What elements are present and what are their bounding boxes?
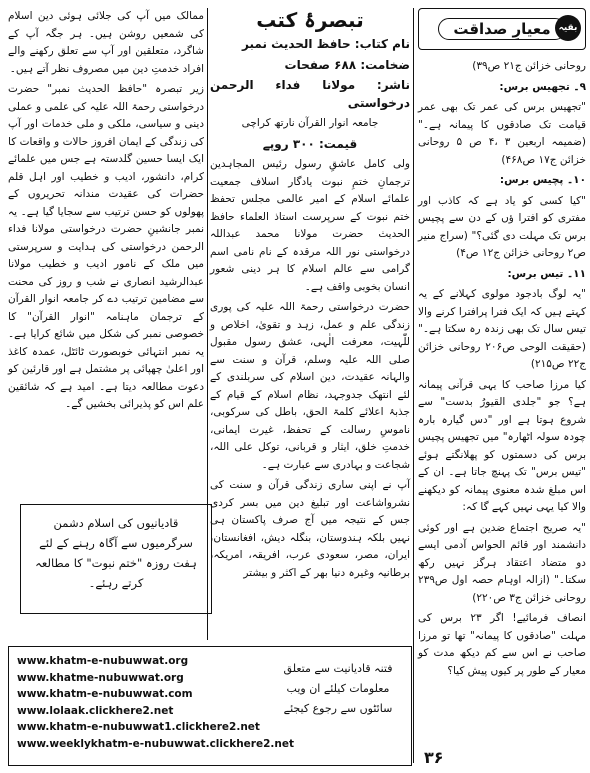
middle-column (210, 8, 410, 640)
paragraph: حضرت درخواستی رحمۃ اللہ علیہ کی پوری زندگی علم و عمل، زہد و تقویٰ، اخلاص و للّٰہیت، معرفت الٰہی، عشق رسول مقبول صلی اللہ علیہ وسلم، قرآن و سنت سے والہانہ عقیدت، دین اسلام کی سربلندی کے لئے انتھک جدوجہد، نظام اسلام کے قیام کے جذبۂ اعلائے کلمۃ الحق، باطل کی سرکوبی، ناموسِ رسالت کے تحفظ، غیرت ایمانی، خدمتِ خلق، ایثار و قربانی، توکل علی اللہ، شجاعت و بہادری سے عبارت ہے۔ (210, 301, 410, 471)
continuation-badge: بقیہ (555, 15, 581, 41)
paragraph: ولی کامل عاشقِ رسول رئیس المجاہدین ترجمانِ ختمِ نبوت یادگار اسلاف جمعیت علمائے اسلام کے امیر عالمی مجلس تحفظ ختم نبوت کے سرپرست استاذ العلماء حافظ الحدیث حضرت مولانا محمد عبداللہ درخواستی نور اللہ مرقدہ کے نام نامی اسم گرامی سے عالم اسلام کا ہر دینی شعور انسان بخوبی واقف ہے۔ (210, 158, 410, 293)
url-list (17, 653, 294, 752)
paragraph: آپ نے اپنی ساری زندگی قرآن و سنت کی نشرواشاعت اور تبلیغ دین میں بسر کردی جس کے نتیجہ میں آج صرف پاکستان ہی نہیں بلکہ ہندوستان، بنگلہ دیش، افغانستان، ایران، مصر، سعودی عرب، افریقہ، امریکہ، برطانیہ وغیرہ دنیا بھر کے اکثر و بیشتر (210, 479, 410, 579)
website-link[interactable]: www.khatm-e-nubuwwat.com (17, 688, 193, 700)
paragraph: روحانی خزائن ج۲۱ ص۳۹) (472, 60, 586, 72)
item-heading: ۱۱۔ تیس برس: (507, 267, 586, 280)
paragraph: "یہ لوگ بادجود مولوی کہلانے کے یہ کہتے ہیں کہ ایک فترا پرافترا کرنے والا تیس سال تک بھی زندہ رہ سکتا ہے۔" (حقیقت الوحی ص۲۰۶ روحانی خزائن ج۲۲ ص۲۱۵) (418, 288, 586, 370)
website-link[interactable]: www.khatm-e-nubuwwat.org (17, 655, 189, 667)
paragraph: زیر تبصرہ "حافظ الحدیث نمبر" حضرت درخواستی رحمۃ اللہ علیہ کی علمی و عملی دینی و سیاسی، ملکی و ملی خدمات اور آپ کی زندگی کے ایمان افروز حالات و واقعات کا ایک ایسا حسین گلدستہ ہے جس میں علمائے کرام، دانشور، ادیب و خطیب اور اہل قلم حضرات کی عقیدت مندانہ تحریروں کے پھولوں کو حسن ترتیب سے سجایا گیا ہے۔ یہ نمبر جانشینِ حضرت درخواستی مولانا فداء الرحمن درخواستی کی ہدایت و سرپرستی میں ملک کے نامور ادیب و خطیب مولانا عبدالرشید انصاری نے شب و روز کی محنت سے مضامین ترتیب دے کر جامعہ انوار القرآن کے ترجمان ماہنامہ "انوار القرآن" کا خصوصی نمبر کی شکل میں شائع کرایا ہے۔ یہ نمبر انتہائی خوبصورت ٹائٹل، عمدہ کاغذ اور اعلیٰ چھپائی پر مشتمل ہے اور قارئین کو دعوت مطالعہ دیتا ہے۔ امید ہے کہ شائقین علم اس کو پذیرائی بخشیں گے۔ (8, 83, 204, 410)
notice-box: قادیانیوں کی اسلام دشمن سرگرمیوں سے آگاہ رہنے کے لئے ہفت روزہ "ختم نبوت" کا مطالعہ کرتے رہئے۔ (20, 504, 212, 614)
website-link[interactable]: www.khatme-nubuwwat.org (17, 671, 184, 684)
website-link[interactable]: www.lolaak.clickhere2.net (17, 704, 174, 717)
paragraph: "یہ صریح اجتماع ضدین ہے اور کوئی دانشمند اور قائم الحواس آدمی ایسے دو متضاد اعتقاد ہرگز نہیں رکھ سکتا۔" (ازالہ اوہام حصہ اول ص۲۳۹ روحانی خزائن ج۳ ص۲۲۰) (418, 521, 586, 604)
paragraph: انصاف فرمائیے! اگر ۲۳ برس کی مہلت "صادقوں کا پیمانہ" تھا تو مرزا صاحب نے اس سے کم دیکھ مدت کو معیار کے طور پر کیوں پیش کیا؟ (418, 612, 586, 677)
book-publisher: ناشر: مولانا فداء الرحمن درخواستی (210, 78, 410, 110)
book-name: نام کتاب: حافظ الحدیث نمبر (242, 37, 410, 51)
section-title: تبصرۂ کتب (256, 8, 364, 32)
paragraph: "تجھیس برس کی عمر تک بھی عمر قیامت تک صادقوں کا پیمانہ ہے۔" (ضمیمہ اربعین ۳ ،۴ ص ۵ روحانی خزائن ج۱۷ ص۴۶۸) (418, 101, 586, 166)
page-number: ۳۶ (424, 748, 444, 767)
book-pages: ضخامت: ۶۸۸ صفحات (284, 57, 410, 72)
websites-panel (8, 646, 412, 766)
book-price: قیمت: ۳۰۰ روپے (262, 136, 358, 151)
paragraph: کیا مرزا صاحب کا یہی قرآنی پیمانہ ہے؟ جو "جلدی القیورُ بدست" سے شروع ہوتا ہے اور "دس گیارہ بارہ چودہ سولہ اٹھارہ" میں تجھیس پچیس برس کی دسمتوں کو پھلانگتے ہوئے "تیس برس" تک پہنچ جاتا ہے۔ ان کے اس مبلغ شدہ معنوی پیمانہ کو دیکھنے والا کیا یہی نہیں کہے گا کہ: (418, 378, 586, 513)
item-heading: ۹۔ تجھیس برس: (499, 80, 586, 93)
right-column (418, 8, 586, 767)
column-header (418, 8, 586, 50)
publisher-organization: جامعہ انوار القرآن نارتھ کراچی (241, 117, 379, 129)
websites-caption: فتنہ قادیانیت سے متعلق معلومات کیلئے ان ویب سائٹوں سے رجوع کیجئے (283, 662, 393, 715)
column-divider-right (413, 8, 414, 763)
column-title: معیارِ صداقت (438, 18, 565, 40)
website-link[interactable]: www.khatm-e-nubuwwat1.clickhere2.net (17, 721, 260, 733)
paragraph: "کیا کسی کو یاد ہے کہ کاذب اور مفتری کو افترا ؤں کے دن سے پچیس برس تک مہلت دی گئی؟" (سراج منیر ص۲ روحانی خزائن ج۱۲ ص۴) (418, 194, 586, 259)
website-link[interactable]: www.weeklykhatm-e-nubuwwat.clickhere2.net (17, 737, 294, 750)
paragraph: ممالک میں آپ کی جلائی ہوئی دین اسلام کی شمعیں روشن ہیں۔ ہر جگہ آپ کے شاگرد، متعلقین اور آپ سے تعلق رکھنے والے افراد خدمتِ دین میں مصروف نظر آتے ہیں۔ (8, 10, 204, 75)
left-column (8, 8, 204, 498)
item-heading: ۱۰۔ پچیس برس: (499, 174, 586, 186)
